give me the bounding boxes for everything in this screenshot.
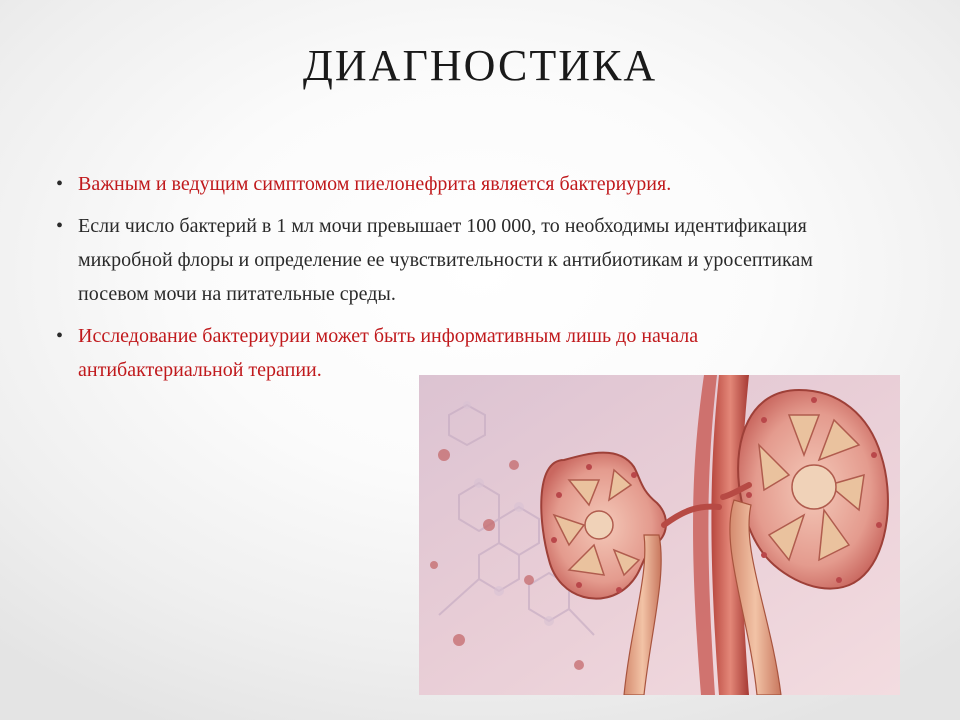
bullet-text: Важным и ведущим симптомом пиелонефрита является бактериурия. [78,173,672,195]
bullet-text: Если число бактерий в 1 мл мочи превышает 100 000, то необходимы идентификация микробной флоры и определение ее чувствительности к антибиотикам и уросептикам посевом мочи на питательные среды. [78,215,813,305]
bullet-item [56,209,816,311]
slide-title: ДИАГНОСТИКА [302,41,658,90]
bullet-dot-icon: • [56,215,64,237]
kidneys-cross-section-illustration [419,375,900,695]
bullet-item [56,167,816,201]
bullet-text: Исследование бактериурии может быть информативным лишь до начала антибактериальной терапии. [78,325,699,381]
bullet-dot-icon: • [56,173,64,195]
bullet-list [56,167,816,395]
bullet-dot-icon: • [56,325,64,347]
